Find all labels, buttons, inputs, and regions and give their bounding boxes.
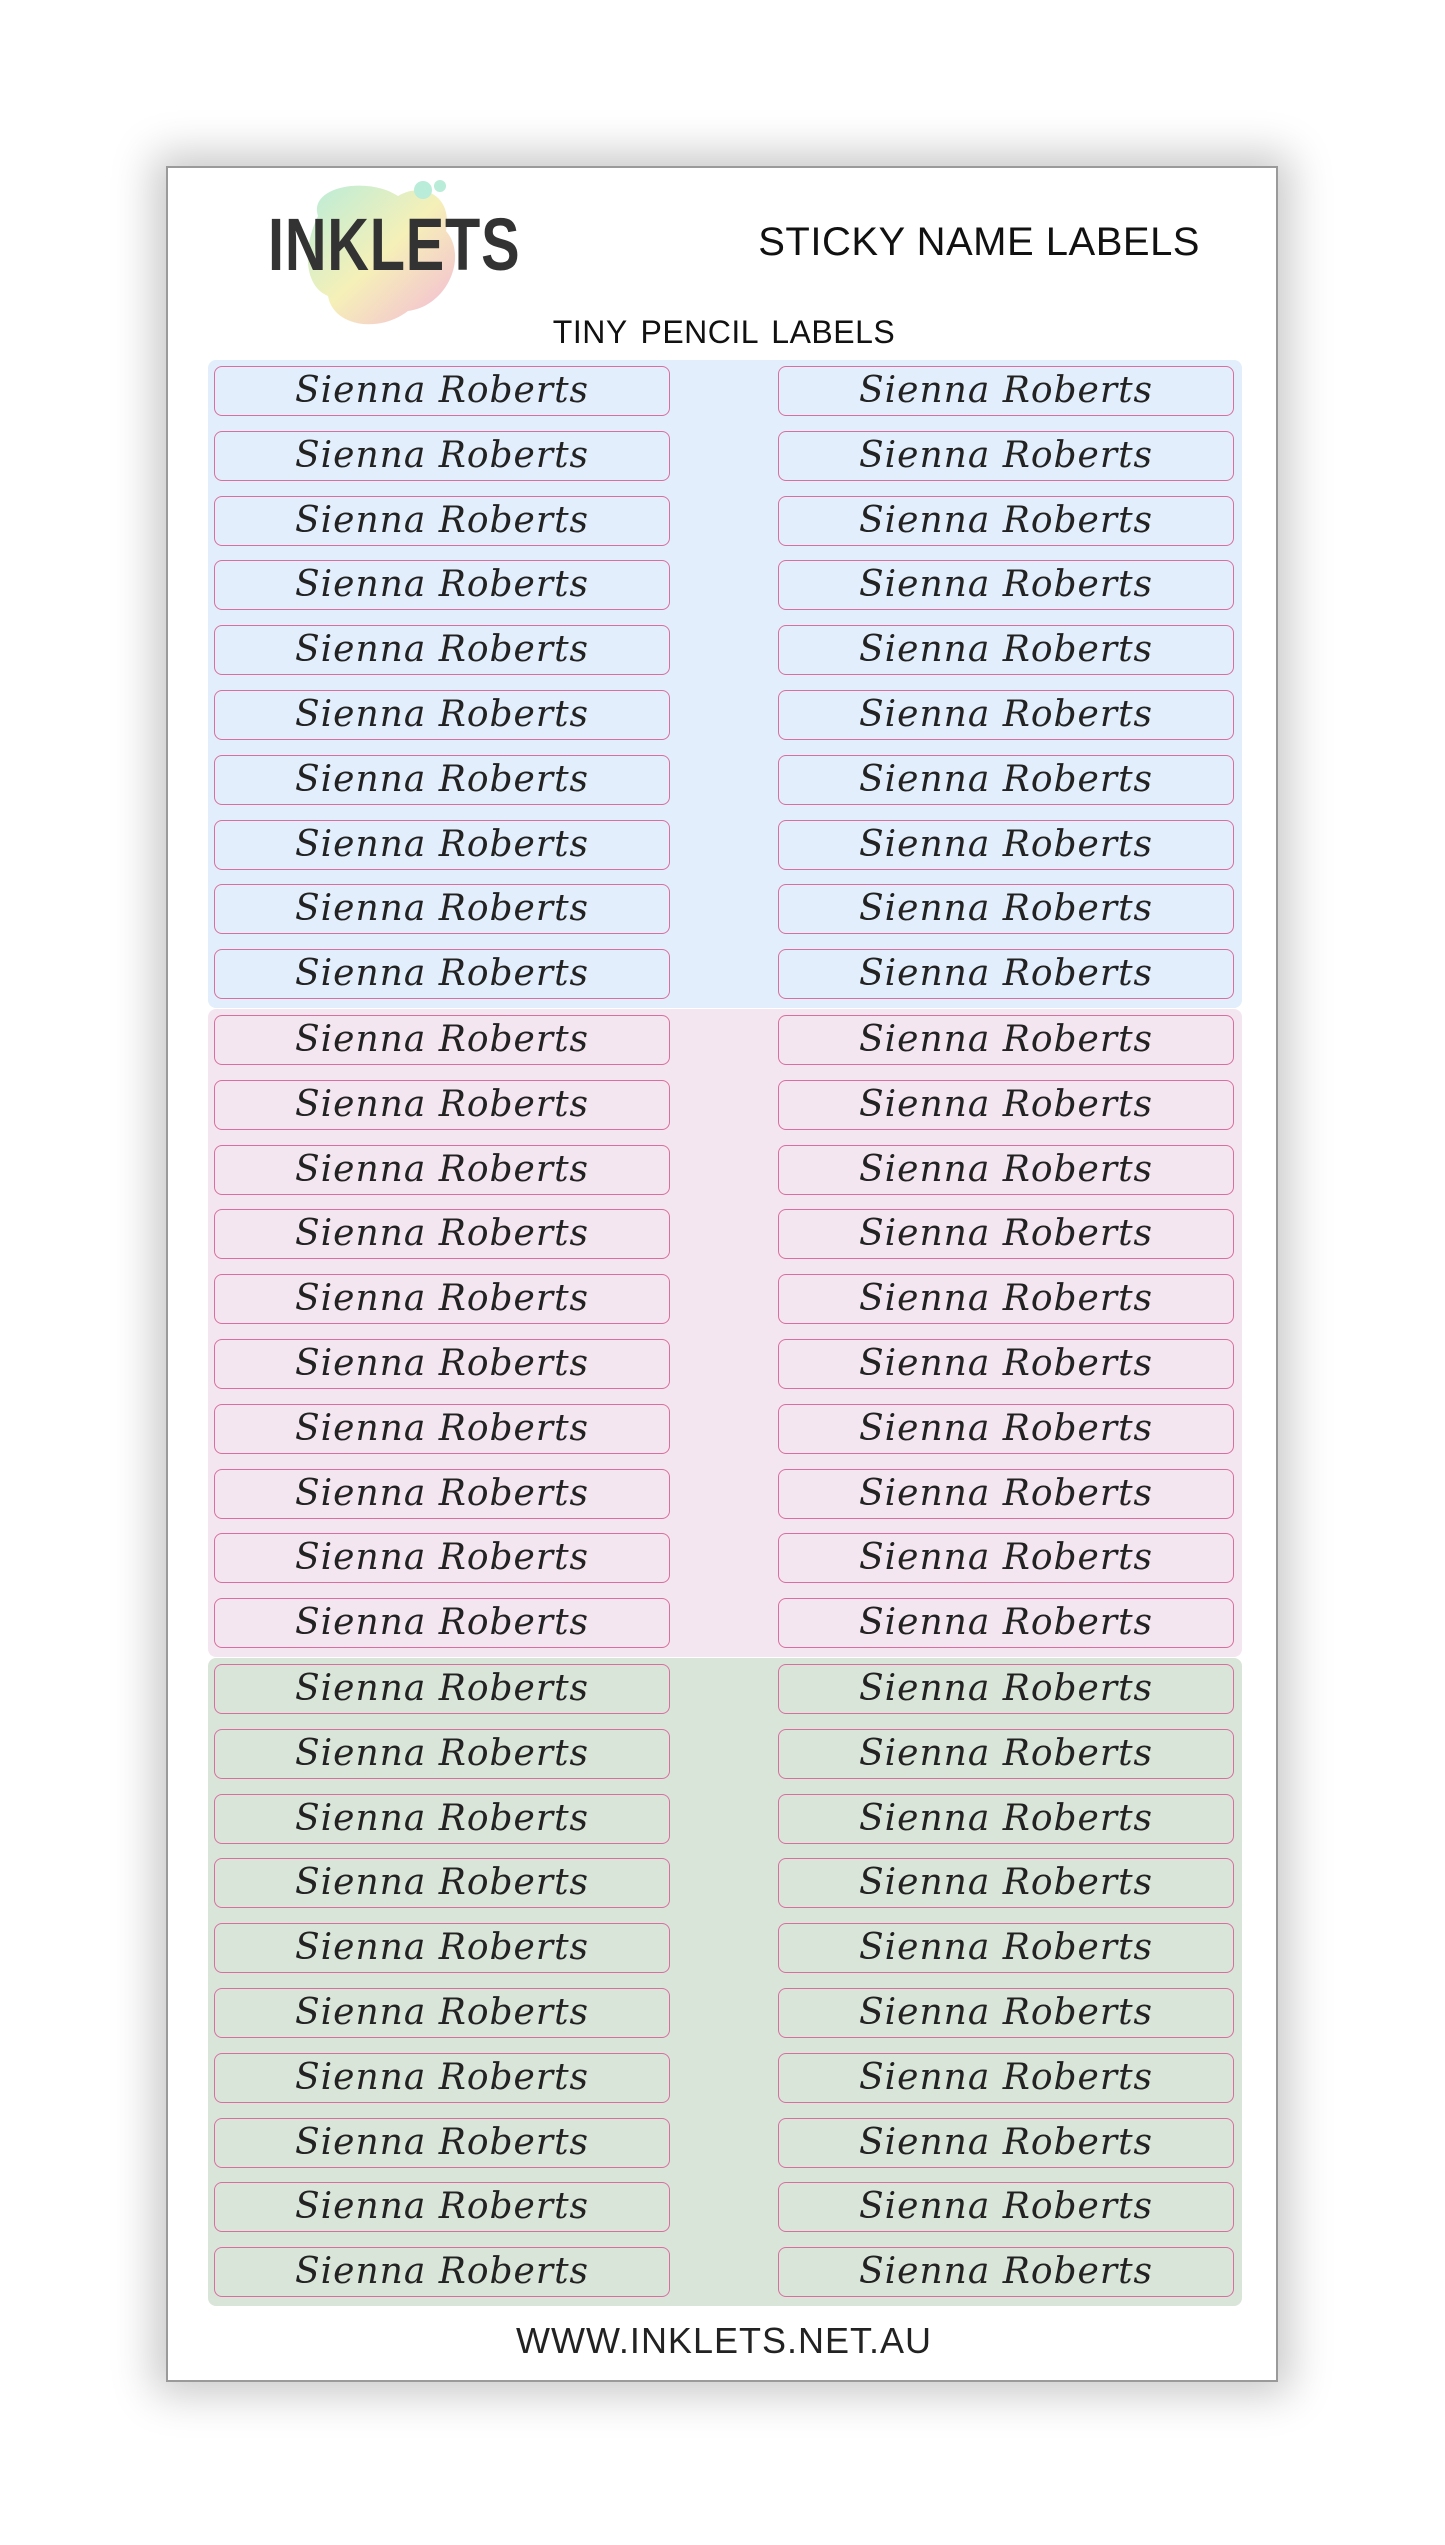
name-label-pink-8-left: Sienna Roberts <box>214 1469 670 1519</box>
name-label-pink-9-left: Sienna Roberts <box>214 1533 670 1583</box>
name-label-blue-1-right: Sienna Roberts <box>778 366 1234 416</box>
name-label-pink-10-right: Sienna Roberts <box>778 1598 1234 1648</box>
name-label-green-8-right: Sienna Roberts <box>778 2118 1234 2168</box>
name-label-green-8-left: Sienna Roberts <box>214 2118 670 2168</box>
name-label-green-3-right: Sienna Roberts <box>778 1794 1234 1844</box>
name-label-green-6-right: Sienna Roberts <box>778 1988 1234 2038</box>
name-label-blue-10-right: Sienna Roberts <box>778 949 1234 999</box>
name-label-blue-3-right: Sienna Roberts <box>778 496 1234 546</box>
name-label-pink-5-left: Sienna Roberts <box>214 1274 670 1324</box>
name-label-blue-6-right: Sienna Roberts <box>778 690 1234 740</box>
name-label-pink-2-right: Sienna Roberts <box>778 1080 1234 1130</box>
name-label-blue-1-left: Sienna Roberts <box>214 366 670 416</box>
inklets-logo <box>248 176 521 326</box>
name-label-blue-6-left: Sienna Roberts <box>214 690 670 740</box>
name-label-pink-8-right: Sienna Roberts <box>778 1469 1234 1519</box>
name-label-blue-3-left: Sienna Roberts <box>214 496 670 546</box>
label-sheet <box>166 166 1278 2382</box>
name-label-green-6-left: Sienna Roberts <box>214 1988 670 2038</box>
name-label-blue-2-right: Sienna Roberts <box>778 431 1234 481</box>
name-label-pink-1-left: Sienna Roberts <box>214 1015 670 1065</box>
name-label-green-10-right: Sienna Roberts <box>778 2247 1234 2297</box>
name-label-pink-4-left: Sienna Roberts <box>214 1209 670 1259</box>
name-label-pink-4-right: Sienna Roberts <box>778 1209 1234 1259</box>
name-label-blue-4-right: Sienna Roberts <box>778 560 1234 610</box>
name-label-pink-1-right: Sienna Roberts <box>778 1015 1234 1065</box>
name-label-green-7-left: Sienna Roberts <box>214 2053 670 2103</box>
name-label-green-7-right: Sienna Roberts <box>778 2053 1234 2103</box>
name-label-green-1-right: Sienna Roberts <box>778 1664 1234 1714</box>
page-subtitle: TINY PENCIL LABELS <box>552 314 896 350</box>
name-label-pink-3-left: Sienna Roberts <box>214 1145 670 1195</box>
name-label-blue-9-right: Sienna Roberts <box>778 884 1234 934</box>
name-label-pink-5-right: Sienna Roberts <box>778 1274 1234 1324</box>
name-label-blue-2-left: Sienna Roberts <box>214 431 670 481</box>
name-label-green-5-left: Sienna Roberts <box>214 1923 670 1973</box>
name-label-pink-3-right: Sienna Roberts <box>778 1145 1234 1195</box>
name-label-pink-2-left: Sienna Roberts <box>214 1080 670 1130</box>
name-label-blue-8-right: Sienna Roberts <box>778 820 1234 870</box>
name-label-blue-9-left: Sienna Roberts <box>214 884 670 934</box>
logo-wordmark: INKLETS <box>268 203 521 286</box>
name-label-blue-8-left: Sienna Roberts <box>214 820 670 870</box>
name-label-green-1-left: Sienna Roberts <box>214 1664 670 1714</box>
name-label-green-4-right: Sienna Roberts <box>778 1858 1234 1908</box>
website-url: WWW.INKLETS.NET.AU <box>515 2320 933 2361</box>
name-label-green-9-right: Sienna Roberts <box>778 2182 1234 2232</box>
name-label-blue-7-right: Sienna Roberts <box>778 755 1234 805</box>
page-title: STICKY NAME LABELS <box>758 220 1200 264</box>
name-label-green-2-right: Sienna Roberts <box>778 1729 1234 1779</box>
name-label-pink-6-right: Sienna Roberts <box>778 1339 1234 1389</box>
name-label-pink-10-left: Sienna Roberts <box>214 1598 670 1648</box>
name-label-blue-7-left: Sienna Roberts <box>214 755 670 805</box>
name-label-green-4-left: Sienna Roberts <box>214 1858 670 1908</box>
name-label-green-9-left: Sienna Roberts <box>214 2182 670 2232</box>
name-label-green-10-left: Sienna Roberts <box>214 2247 670 2297</box>
name-label-blue-5-right: Sienna Roberts <box>778 625 1234 675</box>
name-label-pink-6-left: Sienna Roberts <box>214 1339 670 1389</box>
name-label-pink-7-left: Sienna Roberts <box>214 1404 670 1454</box>
name-label-blue-10-left: Sienna Roberts <box>214 949 670 999</box>
name-label-blue-4-left: Sienna Roberts <box>214 560 670 610</box>
name-label-pink-7-right: Sienna Roberts <box>778 1404 1234 1454</box>
name-label-blue-5-left: Sienna Roberts <box>214 625 670 675</box>
name-label-green-5-right: Sienna Roberts <box>778 1923 1234 1973</box>
name-label-green-3-left: Sienna Roberts <box>214 1794 670 1844</box>
name-label-green-2-left: Sienna Roberts <box>214 1729 670 1779</box>
name-label-pink-9-right: Sienna Roberts <box>778 1533 1234 1583</box>
